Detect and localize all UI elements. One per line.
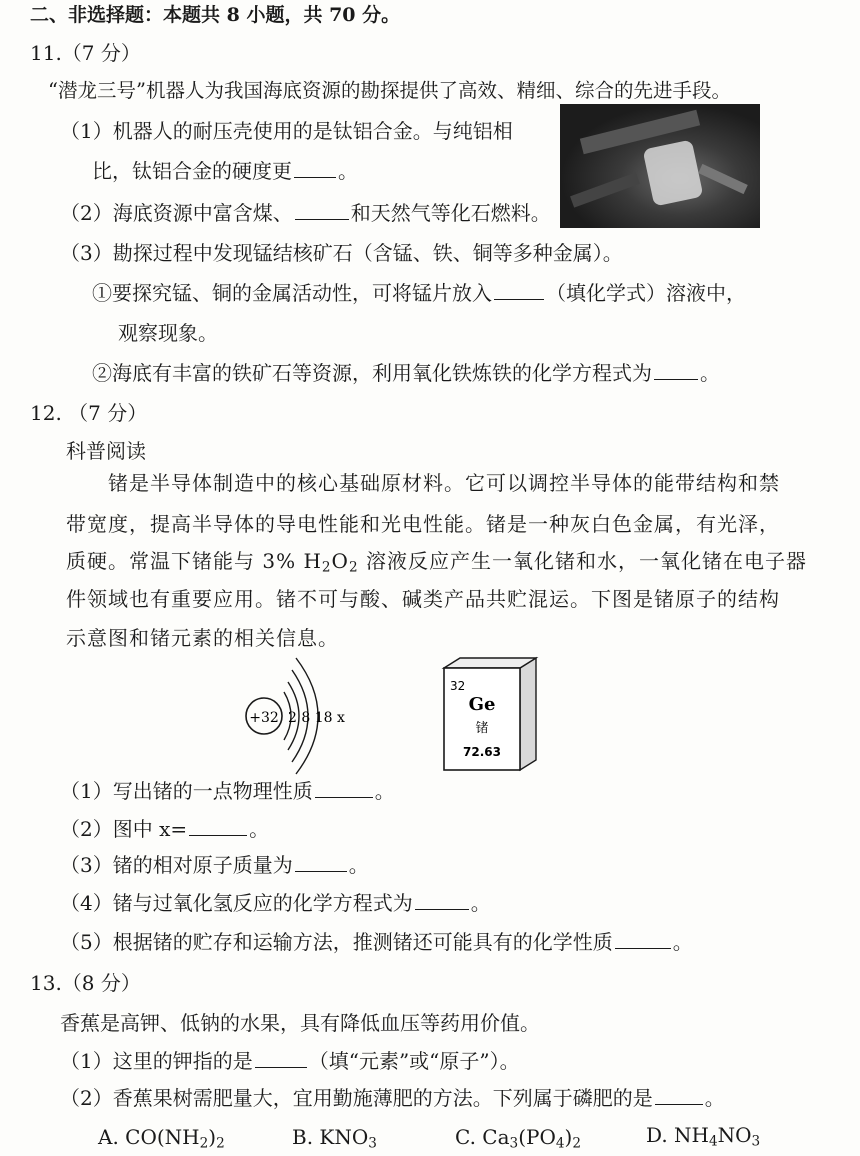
option-c-po: (PO	[518, 1125, 556, 1149]
subscript: 4	[555, 1135, 565, 1152]
germanium-atom-diagram	[236, 652, 376, 776]
q11-part3-sub2	[92, 360, 720, 386]
subscript: 2	[321, 559, 332, 576]
option-d-text: D. NH	[646, 1123, 709, 1147]
element-symbol: Ge	[468, 694, 496, 715]
q11-part3-sub1-line2: 观察现象。	[118, 321, 218, 345]
q12-sub2-text: （2）图中 x=	[60, 817, 188, 841]
option-b-text: B. KNO	[292, 1125, 369, 1149]
answer-blank[interactable]	[415, 891, 469, 910]
option-d[interactable]	[646, 1122, 760, 1154]
q12-sub1-end: 。	[374, 779, 395, 803]
q12-para3-text: 质硬。常温下锗能与 3% H	[66, 549, 322, 573]
germanium-element-card	[440, 656, 544, 772]
q12-sub4-end: 。	[470, 891, 491, 915]
q13-number: 13.（8 分）	[30, 971, 141, 995]
answer-blank[interactable]	[295, 853, 347, 872]
subscript: 2	[216, 1135, 225, 1152]
q13-intro: 香蕉是高钾、低钠的水果，具有降低血压等药用价值。	[60, 1011, 540, 1035]
q12-sub2	[60, 816, 269, 842]
q11-part3-sub2-text: ②海底有丰富的铁矿石等资源，利用氧化铁炼铁的化学方程式为	[92, 361, 652, 385]
option-a-paren: )	[208, 1125, 217, 1149]
q12-sub5-text: （5）根据锗的贮存和运输方法，推测锗还可能具有的化学性质	[60, 930, 613, 954]
answer-blank[interactable]	[654, 361, 698, 380]
q12-sub2-end: 。	[249, 817, 270, 841]
q13-sub2-end: 。	[704, 1086, 725, 1110]
q12-para-line1: 锗是半导体制造中的核心基础原材料。它可以调控半导体的能带结构和禁	[108, 471, 780, 495]
q12-sub5-end: 。	[672, 930, 693, 954]
answer-blank[interactable]	[494, 281, 544, 300]
element-name: 锗	[475, 721, 489, 736]
q12-sub1-text: （1）写出锗的一点物理性质	[60, 779, 313, 803]
subscript: 4	[708, 1133, 718, 1150]
q12-para-line5: 示意图和锗元素的相关信息。	[66, 626, 339, 650]
answer-blank[interactable]	[315, 779, 373, 798]
answer-blank[interactable]	[189, 817, 247, 836]
q11-number: 11.（7 分）	[30, 41, 141, 65]
q13-sub1-text: （1）这里的钾指的是	[60, 1049, 253, 1073]
answer-blank[interactable]	[655, 1086, 703, 1105]
option-c[interactable]	[455, 1124, 581, 1156]
option-a[interactable]	[98, 1124, 225, 1156]
q11-part3: （3）勘探过程中发现锰结核矿石（含锰、铁、铜等多种金属）。	[60, 241, 623, 265]
answer-blank[interactable]	[255, 1049, 307, 1068]
section-title: 二、非选择题：本题共 8 小题，共 70 分。	[30, 4, 401, 26]
option-c-paren: )	[564, 1125, 573, 1149]
q12-heading: 科普阅读	[66, 439, 146, 463]
q12-sub3-text: （3）锗的相对原子质量为	[60, 853, 293, 877]
q13-sub2-text: （2）香蕉果树需肥量大，宜用勤施薄肥的方法。下列属于磷肥的是	[60, 1086, 653, 1110]
atomic-number: 32	[450, 679, 466, 693]
answer-blank[interactable]	[295, 201, 349, 220]
subscript: 2	[572, 1135, 581, 1152]
q12-sub1	[60, 778, 395, 804]
q11-intro: “潜龙三号”机器人为我国海底资源的勘探提供了高效、精细、综合的先进手段。	[48, 79, 731, 102]
q11-part1-line2	[92, 158, 358, 184]
q11-part3-sub1	[92, 280, 746, 306]
q11-part2-end: 和天然气等化石燃料。	[350, 201, 551, 225]
q12-sub5	[60, 929, 693, 955]
q12-number: 12. （7 分）	[30, 401, 148, 425]
option-a-text: A. CO(NH	[98, 1125, 200, 1149]
q13-sub1-end: （填“元素”或“原子”）。	[308, 1049, 520, 1073]
subscript: 2	[199, 1135, 209, 1152]
electron-shells: 2 8 18 x	[288, 710, 345, 726]
q13-sub2	[60, 1085, 725, 1111]
q11-part3-sub1-end: （填化学式）溶液中，	[546, 281, 746, 305]
robot-photo	[560, 104, 760, 228]
q12-para3-rest: 溶液反应产生一氧化锗和水，一氧化锗在电子器	[358, 549, 807, 573]
nucleus-charge: +32	[249, 710, 279, 726]
q12-sub4	[60, 890, 491, 916]
q12-para-line2: 带宽度，提高半导体的导电性能和光电性能。锗是一种灰白色金属，有光泽，	[66, 512, 780, 536]
subscript: 3	[751, 1133, 761, 1150]
q11-part3-sub1-text: ①要探究锰、铜的金属活动性，可将锰片放入	[92, 281, 492, 305]
q11-part1-end: 。	[338, 159, 358, 183]
option-c-text: C. Ca	[455, 1125, 510, 1149]
q11-part2-text: （2）海底资源中富含煤、	[60, 201, 293, 225]
subscript: 2	[348, 559, 359, 576]
answer-blank[interactable]	[615, 930, 671, 949]
atomic-mass: 72.63	[463, 745, 501, 759]
q11-part1-line1: （1）机器人的耐压壳使用的是钛铝合金。与纯铝相	[60, 119, 513, 143]
q11-part1-text: 比，钛铝合金的硬度更	[92, 159, 292, 183]
q11-part3-sub2-end: 。	[700, 361, 720, 385]
subscript: 3	[509, 1135, 519, 1152]
q11-part2	[60, 200, 551, 226]
q12-sub4-text: （4）锗与过氧化氢反应的化学方程式为	[60, 891, 413, 915]
option-d-no: NO	[717, 1123, 752, 1147]
q12-sub3	[60, 852, 369, 878]
q13-sub1	[60, 1048, 520, 1074]
q12-para-line4: 件领域也有重要应用。锗不可与酸、碱类产品共贮混运。下图是锗原子的结构	[66, 587, 780, 611]
option-b[interactable]	[292, 1124, 377, 1156]
q12-para3-o: O	[331, 549, 349, 573]
subscript: 3	[368, 1135, 377, 1152]
answer-blank[interactable]	[294, 159, 336, 178]
q12-sub3-end: 。	[348, 853, 369, 877]
q12-para-line3	[66, 548, 807, 580]
